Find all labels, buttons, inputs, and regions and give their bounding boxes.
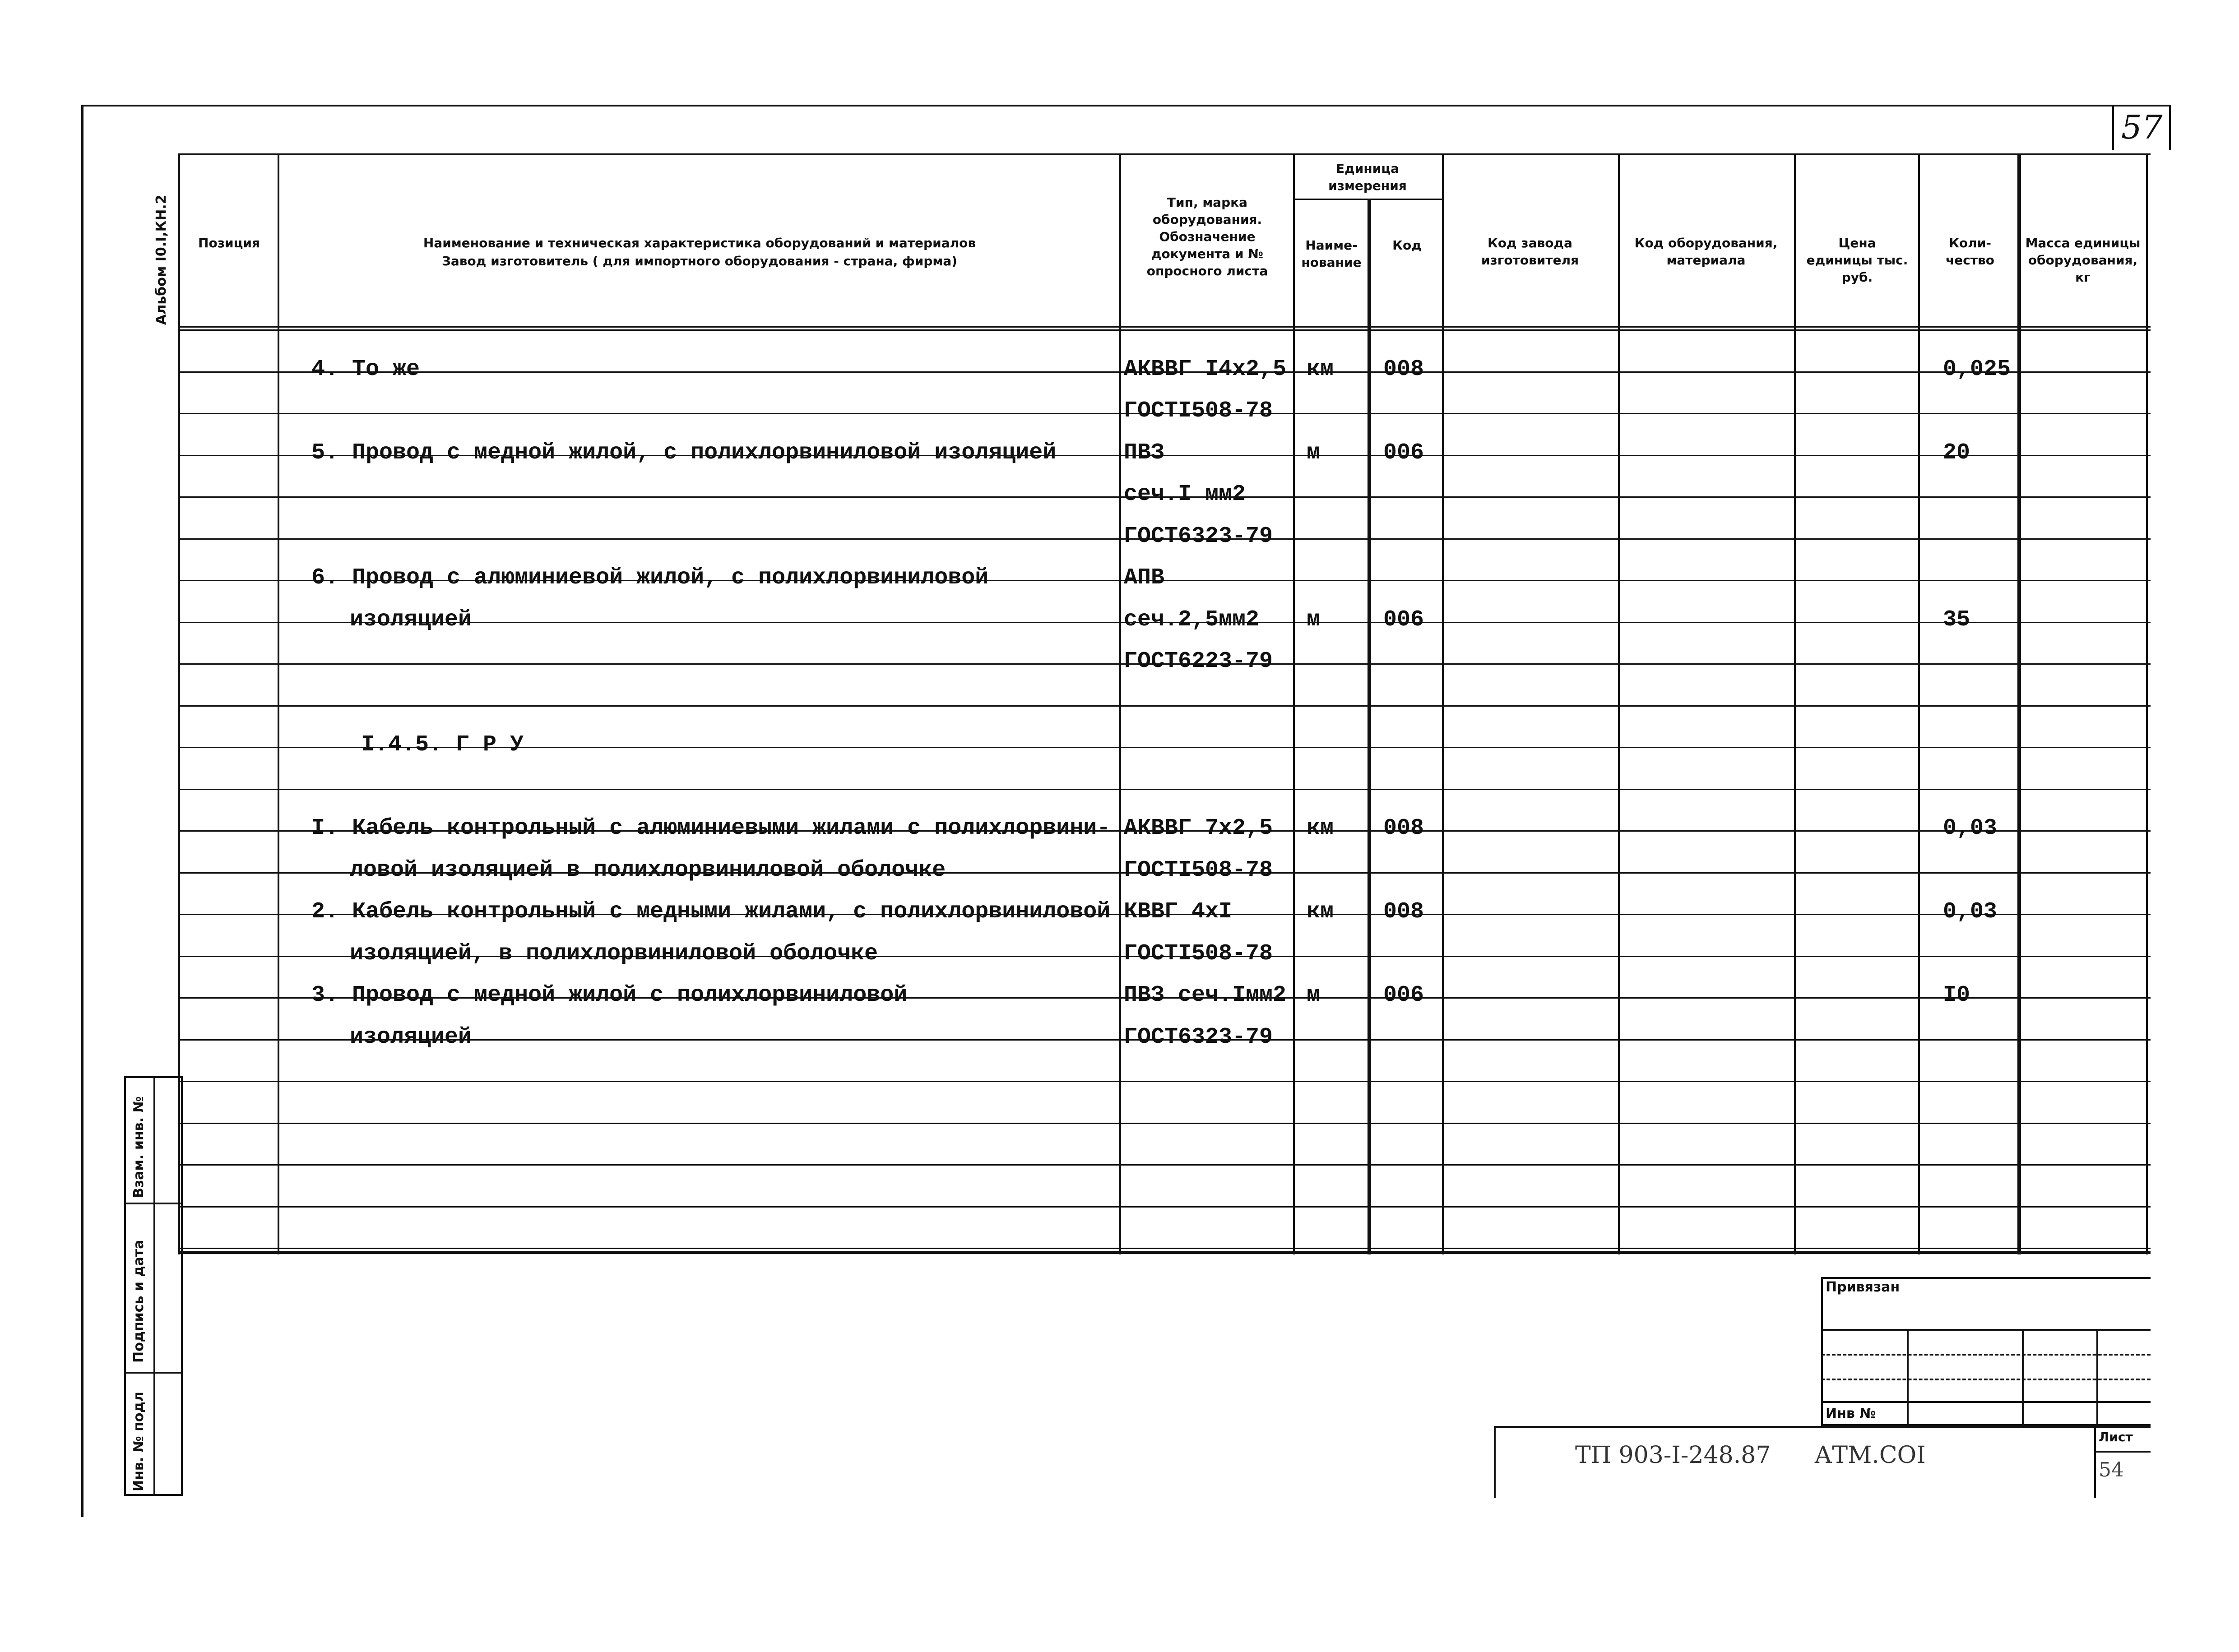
col-line-4: [1368, 199, 1371, 1254]
row-quantity: 35: [1943, 607, 1970, 633]
col-line-7: [1794, 153, 1796, 1254]
privyazan-label: Привязан: [1826, 1279, 1900, 1295]
row-line: [178, 1123, 2151, 1124]
row-type: ГОСТI508-78: [1124, 398, 1273, 424]
privyazan-dash-2: [1821, 1379, 2151, 1380]
left-strip-divider: [153, 1076, 155, 1496]
header-unit-name: Наиме-нование: [1301, 238, 1362, 270]
row-unit: км: [1307, 899, 1334, 925]
doc-code: ТП 903-I-248.87: [1575, 1442, 1771, 1469]
row-code: 006: [1383, 607, 1424, 633]
row-line: [178, 1081, 2151, 1082]
row-unit: км: [1307, 356, 1334, 382]
row-name: ловой изоляцией в полихлорвиниловой оболочке: [350, 857, 946, 883]
col-line-1: [278, 153, 279, 1254]
album-label: Альбом I0.I,КН.2: [153, 194, 169, 325]
row-code: 008: [1383, 815, 1424, 841]
header-unit-group: Единица измерения: [1328, 161, 1407, 193]
podpis-label: Подпись и дата: [131, 1240, 147, 1363]
row-quantity: 0,03: [1943, 899, 1998, 925]
privyazan-line-2: [1821, 1401, 2151, 1403]
col-line-3: [1293, 153, 1295, 1254]
row-type: ГОСТ6223-79: [1124, 648, 1273, 674]
left-strip-line-1: [124, 1203, 183, 1204]
row-unit: м: [1307, 607, 1321, 633]
col-line-10: [2146, 153, 2148, 1254]
row-code: 008: [1383, 356, 1424, 382]
header-price: Цена единицы тыс. руб.: [1806, 236, 1908, 285]
privyazan-v2: [2022, 1329, 2024, 1426]
row-type: ГОСТ6323-79: [1124, 523, 1273, 549]
header-unit-code: Код: [1392, 238, 1422, 253]
row-unit: км: [1307, 815, 1334, 841]
sheet-code: АТМ.СОI: [1814, 1442, 1926, 1469]
row-type: сеч.I мм2: [1124, 481, 1246, 507]
header-quantity: Коли-чество: [1946, 236, 1994, 268]
row-type: АКВВГ 7х2,5: [1124, 815, 1273, 841]
row-type: ГОСТI508-78: [1124, 857, 1273, 883]
col-line-6: [1618, 153, 1620, 1254]
privyazan-dash-1: [1821, 1354, 2151, 1356]
header-factory-code: Код завода изготовителя: [1481, 236, 1579, 268]
header-name-line1: Наименование и техническая характеристика оборудований и материалов: [423, 236, 976, 250]
row-code: 006: [1383, 982, 1424, 1008]
table-top-line: [178, 153, 2151, 155]
row-name: изоляцией, в полихлорвиниловой оболочке: [350, 941, 878, 967]
row-type: ГОСТ6323-79: [1124, 1024, 1273, 1050]
row-line: [178, 1206, 2151, 1208]
col-line-5: [1442, 153, 1444, 1254]
row-quantity: I0: [1943, 982, 1970, 1008]
row-name: 4. То же: [311, 356, 420, 382]
col-line-9: [2017, 153, 2021, 1254]
row-type: ПВЗ: [1124, 440, 1165, 466]
header-position: Позиция: [198, 236, 260, 250]
privyazan-box: [1821, 1277, 2151, 1426]
header-name-line2: Завод изготовитель ( для импортного оборудования - страна, фирма): [441, 254, 958, 268]
row-name: 6. Провод с алюминиевой жилой, с полихлорвиниловой: [311, 565, 989, 591]
header-bottom-line: [178, 326, 2151, 328]
privyazan-v1: [1907, 1329, 1909, 1426]
row-type: ГОСТI508-78: [1124, 941, 1273, 967]
list-label: Лист: [2099, 1430, 2133, 1444]
page-number: 57: [2121, 108, 2163, 146]
header-type: Тип, марка оборудования. Обозначение документа и № опросного листа: [1146, 195, 1268, 278]
row-type: КВВГ 4хI: [1124, 899, 1233, 925]
list-line: [2094, 1451, 2151, 1453]
row-code: 006: [1383, 440, 1424, 466]
row-name: I. Кабель контрольный с алюминиевыми жилами с полихлорвини-: [311, 815, 1111, 841]
row-type: сеч.2,5мм2: [1124, 607, 1260, 633]
title-block-divider: [2094, 1426, 2096, 1498]
privyazan-line-1: [1821, 1329, 2151, 1331]
row-quantity: 0,025: [1943, 356, 2011, 382]
list-number: 54: [2099, 1458, 2124, 1481]
row-line: [178, 1248, 2151, 1249]
row-name: 5. Провод с медной жилой, с полихлорвиниловой изоляцией: [311, 440, 1057, 466]
row-name: изоляцией: [350, 1024, 472, 1050]
header-mass: Масса единицы оборудования, кг: [2025, 236, 2141, 285]
row-name: 2. Кабель контрольный с медными жилами, с полихлорвиниловой: [311, 899, 1111, 925]
row-type: АПВ: [1124, 565, 1165, 591]
body-bottom: [178, 1251, 2151, 1253]
col-line-2: [1119, 153, 1121, 1254]
row-name: изоляцией: [350, 607, 472, 633]
row-code: 008: [1383, 899, 1424, 925]
row-type: АКВВГ I4х2,5: [1124, 356, 1287, 382]
inv-podl-label: Инв. № подл: [131, 1392, 147, 1491]
left-border: [81, 105, 83, 1517]
row-line: [178, 1164, 2151, 1166]
row-name: 3. Провод с медной жилой с полихлорвиниловой: [311, 982, 908, 1008]
left-strip-line-2: [124, 1372, 183, 1374]
row-quantity: 20: [1943, 440, 1970, 466]
row-unit: м: [1307, 440, 1321, 466]
row-line: [178, 789, 2151, 790]
row-quantity: 0,03: [1943, 815, 1998, 841]
inv-no-label: Инв №: [1826, 1406, 1876, 1421]
row-line: [178, 705, 2151, 707]
top-border: [81, 105, 2171, 106]
row-line: [178, 329, 2151, 331]
row-unit: м: [1307, 982, 1321, 1008]
row-name: I.4.5. Г Р У: [361, 732, 524, 758]
row-type: ПВЗ сеч.Iмм2: [1124, 982, 1287, 1008]
privyazan-v3: [2096, 1329, 2098, 1426]
col-line-8: [1918, 153, 1920, 1254]
header-equipment-code: Код оборудования, материала: [1634, 236, 1778, 268]
unit-group-line: [1293, 199, 1442, 200]
vzam-label: Взам. инв. №: [131, 1096, 147, 1198]
